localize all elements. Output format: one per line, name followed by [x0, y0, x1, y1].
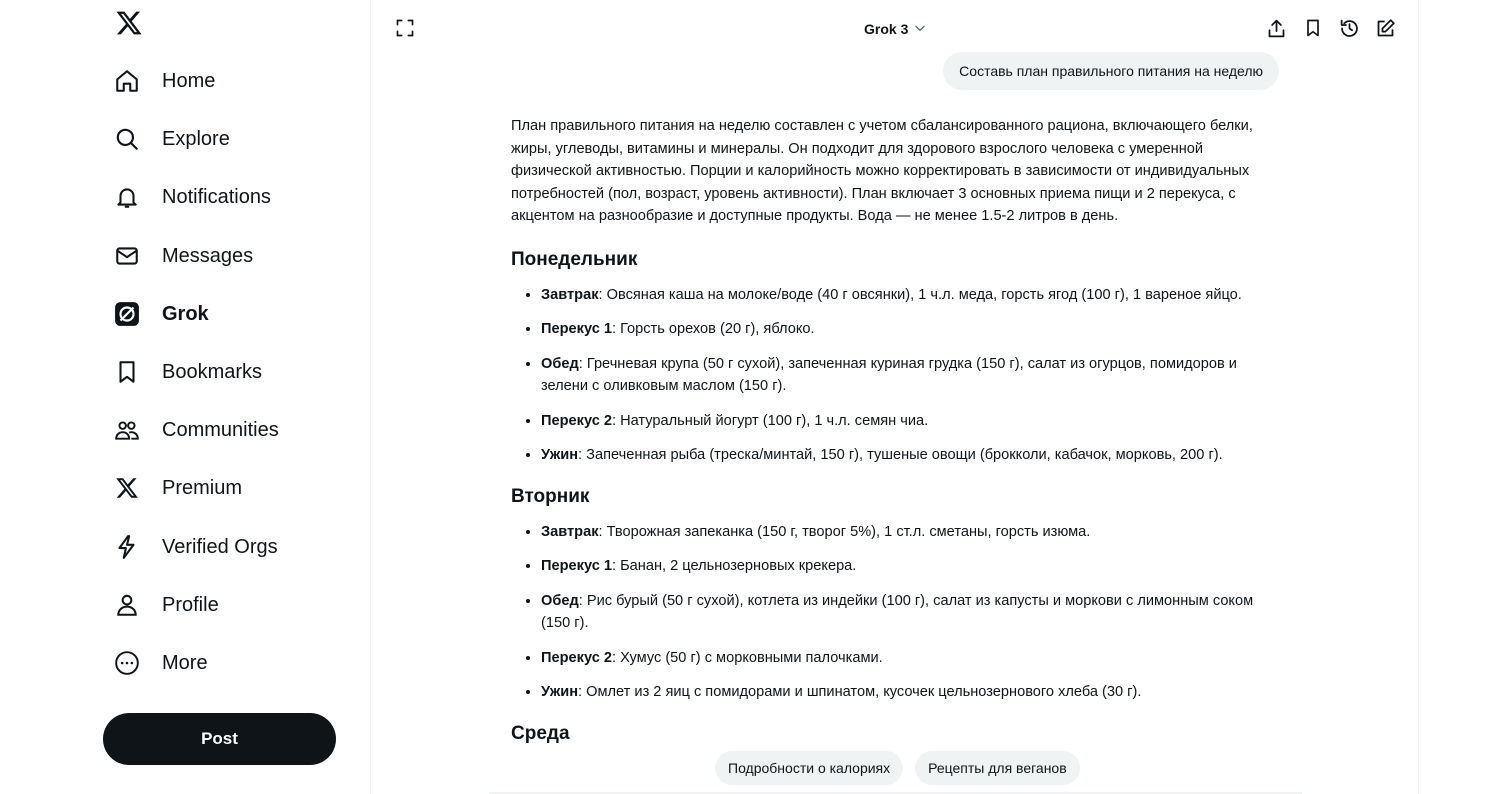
sidebar-item-verified-orgs[interactable] — [102, 518, 362, 576]
x-logo[interactable] — [114, 8, 144, 38]
meal-name: Завтрак — [541, 523, 599, 540]
grok-icon — [114, 301, 140, 327]
sidebar-nav — [102, 52, 362, 692]
list-item — [541, 590, 1281, 635]
share-icon[interactable] — [1264, 16, 1288, 40]
meal-list — [511, 521, 1281, 704]
list-item — [541, 681, 1281, 704]
meal-name: Завтрак — [541, 286, 599, 303]
more-circle-icon — [114, 650, 140, 676]
meal-text: : Хумус (50 г) с морковными палочками. — [611, 649, 883, 666]
list-item — [541, 410, 1281, 433]
sidebar-item-home[interactable] — [102, 52, 362, 110]
sidebar-item-label: Verified Orgs — [162, 535, 278, 558]
grok-answer — [511, 115, 1281, 758]
sidebar-item-messages[interactable] — [102, 227, 362, 285]
meal-name: Обед — [541, 355, 579, 372]
meal-name: Ужин — [541, 684, 579, 700]
meal-text: : Омлет из 2 яиц с помидорами и шпинатом, кусочек цельнозернового хлеба (30 г). — [578, 684, 1142, 700]
model-name: Grok 3 — [864, 21, 909, 37]
expand-icon[interactable] — [393, 16, 417, 40]
suggestion-chip-vegan[interactable]: Рецепты для веганов — [915, 751, 1080, 785]
sidebar-item-grok[interactable] — [102, 285, 362, 343]
list-item — [541, 647, 1281, 670]
sidebar-item-label: Communities — [162, 419, 279, 442]
day-heading: Среда — [511, 722, 570, 744]
meal-list — [511, 284, 1281, 467]
meal-name: Ужин — [541, 447, 579, 463]
meal-text: : Горсть орехов (20 г), яблоко. — [611, 321, 815, 337]
grok-main — [371, 0, 1419, 794]
sidebar-item-label: Profile — [162, 593, 219, 616]
sidebar-item-notifications[interactable] — [102, 168, 362, 226]
bookmark-icon[interactable] — [1301, 16, 1325, 40]
sidebar-item-communities[interactable] — [102, 401, 362, 459]
answer-intro: План правильного питания на неделю составлен с учетом сбалансированного рациона, включающего белки, жиры, углеводы, витамины и минералы. Он подходит для здорового взрослого человека с умеренной физической активностью. Порции и калорийность можно корректировать в зависимости от индивидуальных потребностей (пол, возраст, уровень активности). План включает 3 основных приема пищи и 2 перекуса, с акцентом на разнообразие и доступные продукты. Вода — не менее 1.5-2 литров в день. — [511, 118, 1253, 224]
sidebar-item-more[interactable] — [102, 634, 362, 692]
day-heading: Понедельник — [511, 248, 638, 270]
meal-name: Обед — [541, 592, 579, 609]
search-icon — [114, 126, 140, 152]
suggestion-chip-calories[interactable]: Подробности о калориях — [715, 751, 903, 785]
sidebar-item-explore[interactable] — [102, 110, 362, 168]
history-icon[interactable] — [1337, 16, 1361, 40]
meal-text: : Гречневая крупа (50 г сухой), запеченная куриная грудка (150 г), салат из огурцов, помидоров и зелени с оливковым маслом (150 г). — [541, 355, 1237, 394]
sidebar-item-label: Notifications — [162, 186, 271, 209]
sidebar-item-label: Home — [162, 70, 216, 93]
list-item — [541, 444, 1281, 467]
meal-text: : Творожная запеканка (150 г, творог 5%), 1 ст.л. сметаны, горсть изюма. — [598, 523, 1091, 540]
meal-name: Перекус 2 — [541, 412, 612, 429]
new-chat-icon[interactable] — [1373, 16, 1397, 40]
sidebar-item-label: More — [162, 651, 208, 674]
meal-name: Перекус 2 — [541, 649, 612, 666]
sidebar-item-bookmarks[interactable] — [102, 343, 362, 401]
sidebar-item-premium[interactable] — [102, 459, 362, 517]
sidebar-item-label: Messages — [162, 244, 254, 267]
list-item — [541, 318, 1281, 341]
sidebar-item-label: Grok — [162, 302, 209, 325]
bookmark-icon — [114, 359, 140, 385]
suggestion-chips — [715, 751, 1080, 785]
list-item — [541, 284, 1281, 307]
sidebar — [0, 0, 371, 794]
sidebar-item-profile[interactable] — [102, 576, 362, 634]
main-right-divider — [1418, 0, 1419, 794]
list-item — [541, 555, 1281, 578]
meal-text: : Банан, 2 цельнозерновых крекера. — [611, 558, 857, 574]
lightning-icon — [114, 534, 140, 560]
sidebar-item-label: Bookmarks — [162, 361, 263, 384]
bell-icon — [114, 184, 140, 210]
list-item — [541, 521, 1281, 544]
meal-text: : Натуральный йогурт (100 г), 1 ч.л. семян чиа. — [611, 412, 929, 429]
x-logo-icon — [114, 475, 140, 501]
meal-name: Перекус 1 — [541, 558, 612, 574]
people-icon — [114, 417, 140, 443]
sidebar-item-label: Explore — [162, 128, 230, 151]
meal-text: : Овсяная каша на молоке/воде (40 г овсянки), 1 ч.л. меда, горсть ягод (100 г), 1 вареное яйцо. — [598, 286, 1242, 303]
meal-text: : Запеченная рыба (треска/минтай, 150 г), тушеные овощи (брокколи, кабачок, морковь, 200 г). — [578, 447, 1223, 463]
post-button[interactable]: Post — [103, 713, 336, 765]
day-heading: Вторник — [511, 485, 590, 507]
meal-name: Перекус 1 — [541, 321, 612, 337]
list-item — [541, 353, 1281, 398]
model-selector[interactable] — [864, 18, 927, 40]
home-icon — [114, 68, 140, 94]
chevron-down-icon — [913, 21, 927, 38]
envelope-icon — [114, 243, 140, 269]
user-message-bubble: Составь план правильного питания на неделю — [943, 52, 1279, 90]
meal-text: : Рис бурый (50 г сухой), котлета из индейки (100 г), салат из капусты и моркови с лимонным соком (150 г). — [541, 592, 1254, 631]
person-icon — [114, 592, 140, 618]
sidebar-item-label: Premium — [162, 477, 243, 500]
